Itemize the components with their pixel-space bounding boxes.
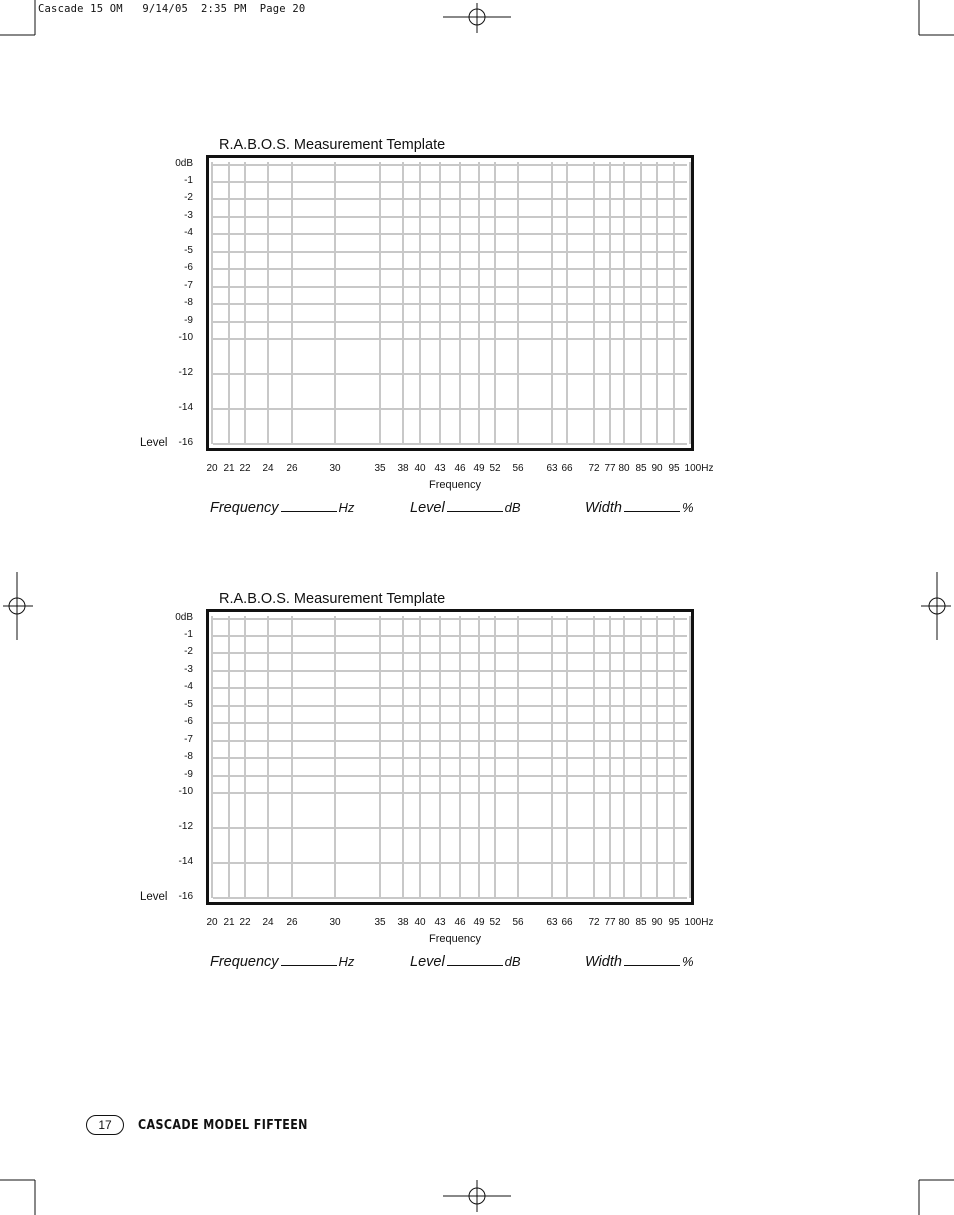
field-unit: % — [681, 500, 694, 515]
y-tick-label: -14 — [178, 856, 193, 867]
field-unit: dB — [504, 954, 521, 969]
measurement-grid — [206, 609, 694, 905]
x-tick-label: 49 — [473, 463, 485, 474]
blank-line[interactable] — [281, 510, 337, 512]
y-axis-word: Level — [140, 891, 168, 903]
y-tick-label: -6 — [184, 716, 193, 727]
x-tick-label: 72 — [588, 463, 600, 474]
x-tick-label: 85 — [635, 917, 647, 928]
x-tick-label: 52 — [489, 463, 501, 474]
y-tick-label: -7 — [184, 280, 193, 291]
blank-line[interactable] — [447, 510, 503, 512]
y-tick-label: -3 — [184, 664, 193, 675]
x-tick-label: 22 — [239, 463, 251, 474]
x-tick-label: 26 — [286, 917, 298, 928]
x-tick-label: 63 — [546, 463, 558, 474]
y-tick-label: -16 — [178, 891, 193, 902]
x-tick-label: 95 — [668, 917, 680, 928]
field-label: Frequency — [210, 954, 279, 970]
x-tick-label: 77 — [604, 463, 616, 474]
field-label: Width — [585, 500, 622, 516]
y-tick-label: -12 — [178, 367, 193, 378]
x-tick-label: 100Hz — [684, 463, 714, 474]
x-tick-label: 40 — [414, 917, 426, 928]
y-tick-label: -9 — [184, 769, 193, 780]
x-axis-title: Frequency — [429, 479, 481, 491]
x-tick-label: 66 — [561, 463, 573, 474]
y-tick-label: -16 — [178, 437, 193, 448]
x-tick-label: 66 — [561, 917, 573, 928]
frequency-entry[interactable] — [210, 500, 354, 516]
width-entry[interactable] — [585, 500, 694, 516]
y-tick-label: 0dB — [175, 158, 193, 169]
page-number-badge: 17 — [86, 1115, 124, 1135]
x-tick-label: 20 — [206, 917, 218, 928]
y-tick-label: -4 — [184, 681, 193, 692]
grid-lines — [209, 612, 691, 902]
width-entry[interactable] — [585, 954, 694, 970]
x-tick-label: 95 — [668, 463, 680, 474]
blank-line[interactable] — [281, 964, 337, 966]
x-axis-title: Frequency — [429, 933, 481, 945]
field-unit: dB — [504, 500, 521, 515]
x-tick-label: 38 — [397, 917, 409, 928]
x-tick-label: 46 — [454, 917, 466, 928]
x-tick-label: 46 — [454, 463, 466, 474]
registration-mark-top — [443, 3, 511, 33]
x-tick-label: 63 — [546, 917, 558, 928]
x-tick-label: 21 — [223, 463, 235, 474]
y-tick-label: -6 — [184, 262, 193, 273]
grid-lines — [209, 158, 691, 448]
y-tick-label: -10 — [178, 786, 193, 797]
x-tick-label: 56 — [512, 463, 524, 474]
field-unit: Hz — [338, 954, 355, 969]
field-unit: Hz — [338, 500, 355, 515]
y-tick-label: -3 — [184, 210, 193, 221]
y-tick-label: -1 — [184, 629, 193, 640]
product-name: CASCADE MODEL FIFTEEN — [138, 1117, 308, 1133]
x-tick-label: 80 — [618, 917, 630, 928]
y-tick-label: -4 — [184, 227, 193, 238]
y-tick-label: -1 — [184, 175, 193, 186]
y-tick-label: -7 — [184, 734, 193, 745]
page-footer — [86, 1115, 345, 1135]
x-tick-label: 24 — [262, 917, 274, 928]
x-tick-label: 85 — [635, 463, 647, 474]
registration-mark-bottom — [443, 1180, 511, 1212]
template-title: R.A.B.O.S. Measurement Template — [219, 591, 446, 607]
x-tick-label: 30 — [329, 463, 341, 474]
x-tick-label: 90 — [651, 463, 663, 474]
blank-line[interactable] — [447, 964, 503, 966]
x-tick-label: 100Hz — [684, 917, 714, 928]
x-tick-label: 72 — [588, 917, 600, 928]
x-tick-label: 90 — [651, 917, 663, 928]
print-slug-line: Cascade 15 OM 9/14/05 2:35 PM Page 20 — [38, 3, 306, 15]
x-tick-label: 43 — [434, 463, 446, 474]
level-entry[interactable] — [410, 500, 521, 516]
x-tick-label: 35 — [374, 463, 386, 474]
x-tick-label: 20 — [206, 463, 218, 474]
measurement-grid — [206, 155, 694, 451]
registration-mark-right — [921, 572, 951, 640]
x-tick-label: 21 — [223, 917, 235, 928]
y-tick-label: -5 — [184, 699, 193, 710]
x-tick-label: 40 — [414, 463, 426, 474]
x-tick-label: 56 — [512, 917, 524, 928]
y-tick-label: -9 — [184, 315, 193, 326]
blank-line[interactable] — [624, 510, 680, 512]
y-tick-label: 0dB — [175, 612, 193, 623]
field-label: Frequency — [210, 500, 279, 516]
x-tick-label: 22 — [239, 917, 251, 928]
x-tick-label: 26 — [286, 463, 298, 474]
y-tick-label: -8 — [184, 751, 193, 762]
x-tick-label: 43 — [434, 917, 446, 928]
y-tick-label: -12 — [178, 821, 193, 832]
y-tick-label: -10 — [178, 332, 193, 343]
y-tick-label: -5 — [184, 245, 193, 256]
registration-mark-left — [3, 572, 33, 640]
x-tick-label: 77 — [604, 917, 616, 928]
x-tick-label: 80 — [618, 463, 630, 474]
y-tick-label: -2 — [184, 646, 193, 657]
y-axis-word: Level — [140, 437, 168, 449]
blank-line[interactable] — [624, 964, 680, 966]
y-tick-label: -2 — [184, 192, 193, 203]
field-label: Width — [585, 954, 622, 970]
level-entry[interactable] — [410, 954, 521, 970]
field-label: Level — [410, 954, 445, 970]
x-tick-label: 30 — [329, 917, 341, 928]
field-unit: % — [681, 954, 694, 969]
x-tick-label: 35 — [374, 917, 386, 928]
field-label: Level — [410, 500, 445, 516]
x-tick-label: 38 — [397, 463, 409, 474]
y-tick-label: -8 — [184, 297, 193, 308]
y-tick-label: -14 — [178, 402, 193, 413]
x-tick-label: 24 — [262, 463, 274, 474]
x-tick-label: 49 — [473, 917, 485, 928]
template-title: R.A.B.O.S. Measurement Template — [219, 137, 446, 153]
frequency-entry[interactable] — [210, 954, 354, 970]
x-tick-label: 52 — [489, 917, 501, 928]
